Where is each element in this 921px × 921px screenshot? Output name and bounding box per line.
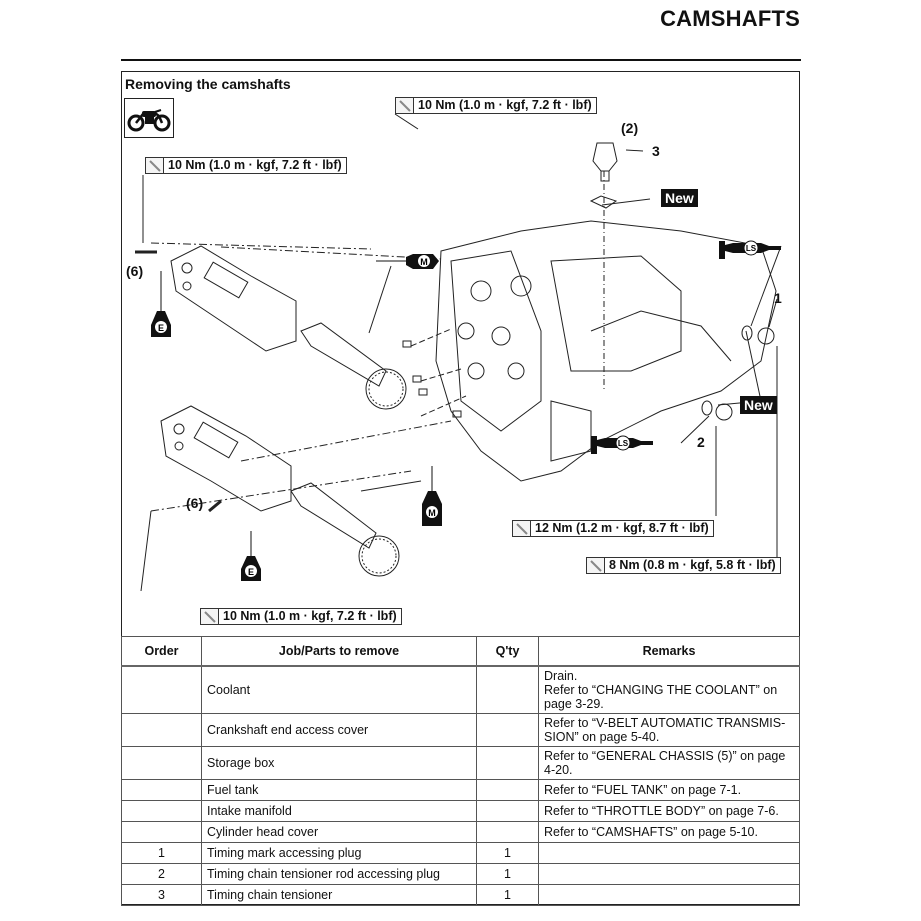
callout-6-upper: (6) [126, 263, 144, 279]
torque-spec-6-lower: 10 Nm (1.0 m · kgf, 7.2 ft · lbf) [200, 608, 402, 625]
callout-3: 3 [652, 143, 660, 159]
torque-spec-plug-2: 12 Nm (1.2 m · kgf, 8.7 ft · lbf) [512, 520, 714, 537]
callout-6-lower: (6) [186, 495, 204, 511]
callout-1: 1 [774, 290, 782, 306]
table-row: 1 Timing mark accessing plug 1 [122, 843, 800, 864]
header-order: Order [122, 637, 202, 667]
section-heading: Removing the camshafts [125, 76, 291, 92]
title-rule [121, 59, 801, 61]
table-row: Crankshaft end access cover Refer to “V-BELT AUTOMATIC TRANSMIS- SION” on page 5-40. [122, 714, 800, 747]
page-title: CAMSHAFTS [660, 6, 800, 31]
torque-spec-6-upper: 10 Nm (1.0 m · kgf, 7.2 ft · lbf) [145, 157, 347, 174]
moly-oil-M-icon-lower [422, 466, 442, 526]
new-tag-o-rings: New [740, 396, 777, 414]
svg-text:E: E [157, 323, 165, 333]
table-row: 3 Timing chain tensioner 1 [122, 885, 800, 906]
table-row: Cylinder head cover Refer to “CAMSHAFTS” on page 5-10. [122, 822, 800, 843]
lithium-grease-LS-icon-upper [719, 241, 781, 259]
header-qty: Q'ty [477, 637, 539, 667]
callout-2-paren: (2) [621, 120, 639, 136]
lithium-grease-LS-icon-lower [591, 436, 653, 454]
table-row: 2 Timing chain tensioner rod accessing plug 1 [122, 864, 800, 885]
torque-spec-2: 10 Nm (1.0 m · kgf, 7.2 ft · lbf) [395, 97, 597, 114]
svg-text:M: M [420, 257, 428, 267]
parts-table [121, 636, 800, 906]
table-row: Coolant Drain. Refer to “CHANGING THE COOLANT” on page 3-29. [122, 666, 800, 714]
engine-oil-E-icon-upper [151, 271, 171, 337]
torque-spec-plug-1: 8 Nm (0.8 m · kgf, 5.8 ft · lbf) [586, 557, 781, 574]
torque-wrench-icon [201, 609, 219, 624]
svg-text:LS: LS [745, 244, 757, 253]
callout-2: 2 [697, 434, 705, 450]
header-remarks: Remarks [539, 637, 800, 667]
torque-wrench-icon [146, 158, 164, 173]
exploded-diagram [121, 71, 800, 636]
new-tag-gasket: New [661, 189, 698, 207]
engine-oil-E-icon-lower [241, 531, 261, 581]
torque-wrench-icon [513, 521, 531, 536]
table-row: Fuel tank Refer to “FUEL TANK” on page 7-1. [122, 780, 800, 801]
svg-text:E: E [247, 567, 255, 577]
svg-text:LS: LS [617, 439, 629, 448]
torque-wrench-icon [396, 98, 414, 113]
torque-wrench-icon [587, 558, 605, 573]
table-row: Storage box Refer to “GENERAL CHASSIS (5)” on page 4-20. [122, 747, 800, 780]
table-header-row [122, 637, 800, 667]
table-row: Intake manifold Refer to “THROTTLE BODY” on page 7-6. [122, 801, 800, 822]
header-job: Job/Parts to remove [202, 637, 477, 667]
svg-text:M: M [428, 508, 436, 518]
